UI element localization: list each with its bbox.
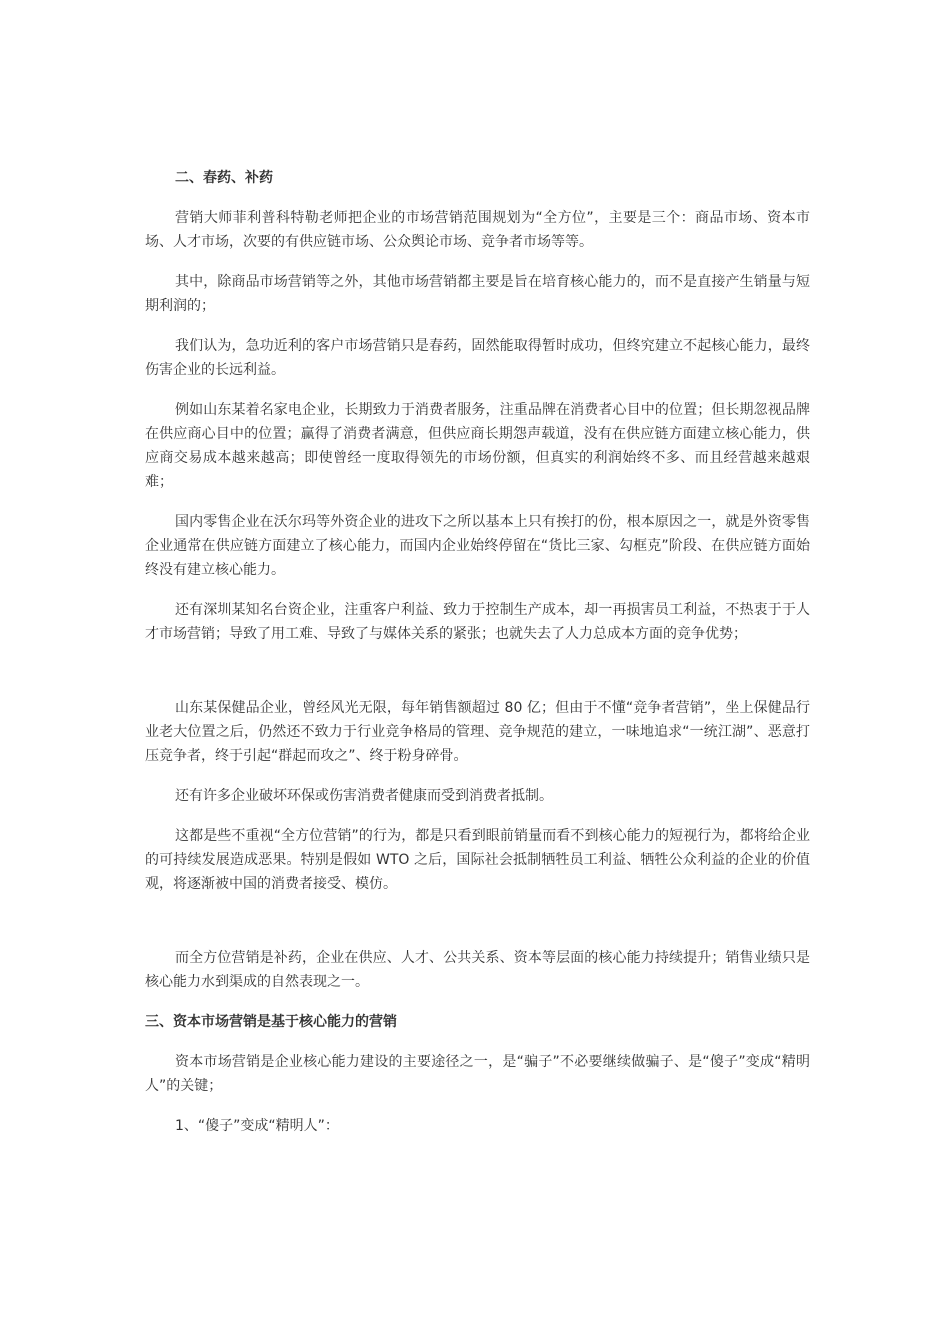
paragraph: 营销大师菲利普科特勒老师把企业的市场营销范围规划为“全方位”，主要是三个：商品市场、资本市场、人才市场，次要的有供应链市场、公众舆论市场、竞争者市场等等。 (145, 210, 810, 250)
paragraph: 还有深圳某知名台资企业，注重客户利益、致力于控制生产成本，却一再损害员工利益，不热衷于于人才市场营销；导致了用工难、导致了与媒体关系的紧张；也就失去了人力总成本方面的竞争优势； (145, 602, 810, 642)
paragraph: 国内零售企业在沃尔玛等外资企业的进攻下之所以基本上只有挨打的份，根本原因之一，就是外资零售企业通常在供应链方面建立了核心能力，而国内企业始终停留在“货比三家、勾框克”阶段、在供应链方面始终没有建立核心能力。 (145, 514, 810, 578)
paragraph: 例如山东某着名家电企业，长期致力于消费者服务，注重品牌在消费者心目中的位置；但长期忽视品牌在供应商心目中的位置；赢得了消费者满意，但供应商长期怨声载道，没有在供应链方面建立核心能力，供应商交易成本越来越高；即使曾经一度取得领先的市场份额，但真实的利润始终不多、而且经营越来越艰难； (145, 402, 810, 490)
section-heading: 二、春药、补药 (175, 170, 273, 186)
paragraph: 而全方位营销是补药，企业在供应、人才、公共关系、资本等层面的核心能力持续提升；销售业绩只是核心能力水到渠成的自然表现之一。 (145, 950, 810, 990)
document-page (145, 166, 810, 1154)
paragraph: 资本市场营销是企业核心能力建设的主要途径之一，是“骗子”不必要继续做骗子、是“傻子”变成“精明人”的关键； (145, 1054, 810, 1094)
paragraph: 这都是些不重视“全方位营销”的行为，都是只看到眼前销量而看不到核心能力的短视行为，都将给企业的可持续发展造成恶果。特别是假如 WTO 之后，国际社会抵制牺牲员工利益、牺牲公众利益的企业的价值观，将逐渐被中国的消费者接受、模仿。 (145, 828, 810, 892)
paragraph: 山东某保健品企业，曾经风光无限，每年销售额超过 80 亿；但由于不懂“竞争者营销”，坐上保健品行业老大位置之后，仍然还不致力于行业竞争格局的管理、竞争规范的建立，一味地追求“一统江湖”、恶意打压竞争者，终于引起“群起而攻之”、终于粉身碎骨。 (145, 700, 810, 764)
blank-line (145, 662, 810, 696)
paragraph: 其中，除商品市场营销等之外，其他市场营销都主要是旨在培育核心能力的，而不是直接产生销量与短期利润的； (145, 274, 810, 314)
blank-line (145, 912, 810, 946)
section-heading: 三、资本市场营销是基于核心能力的营销 (145, 1014, 397, 1030)
paragraph: 1、“傻子”变成“精明人”： (175, 1118, 339, 1134)
paragraph: 还有许多企业破坏环保或伤害消费者健康而受到消费者抵制。 (175, 788, 553, 804)
paragraph: 我们认为，急功近利的客户市场营销只是春药，固然能取得暂时成功，但终究建立不起核心能力，最终伤害企业的长远利益。 (145, 338, 810, 378)
